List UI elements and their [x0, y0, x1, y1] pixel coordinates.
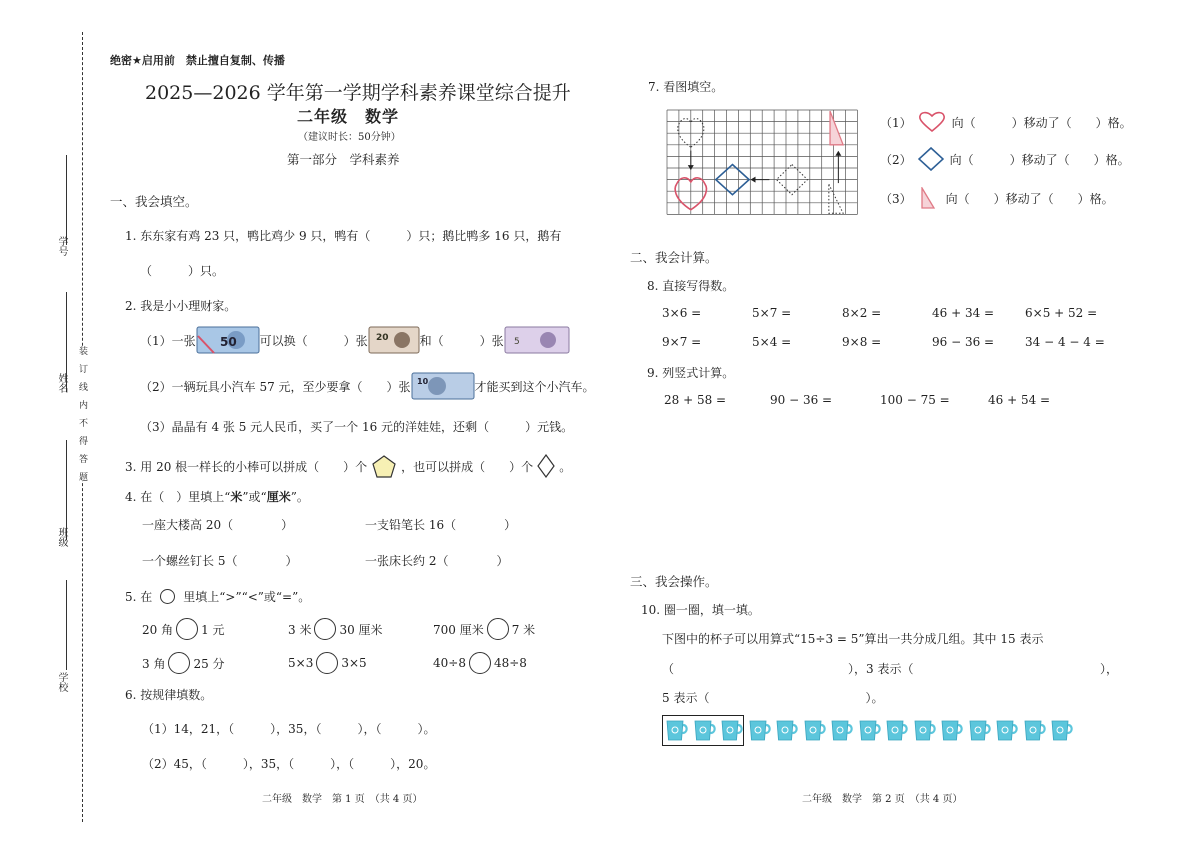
triangle-icon [920, 187, 936, 209]
q7-row-2-text: 向（ ）移动了（ ）格。 [949, 152, 1130, 167]
q8-item-6: 9×7 = [662, 335, 702, 349]
banknote-10-value: 10 [416, 377, 428, 386]
school-line [66, 580, 67, 670]
banknote-5-value: 5 [513, 337, 520, 347]
q7-row-1-text: 向（ ）移动了（ ）格。 [951, 115, 1132, 130]
rhombus-icon [537, 454, 555, 478]
q2-2-text-a: （2）一辆玩具小汽车 57 元，至少要拿（ ）张 [140, 379, 411, 394]
q5-item-1-left: 20 角 [142, 622, 174, 637]
q5-heading [125, 584, 310, 608]
q7-row-1 [880, 110, 1132, 134]
q5-item-4 [142, 650, 225, 676]
banknote-20-icon [368, 326, 420, 354]
heart-icon [918, 111, 946, 133]
q5-text-b: 里填上“>”“<”或“=”。 [183, 589, 311, 604]
q8-item-8: 9×8 = [842, 335, 882, 349]
cup-icon [693, 719, 718, 742]
q5-item-5-left: 5×3 [288, 656, 314, 670]
q5-item-2-right: 30 厘米 [339, 622, 383, 637]
q8-item-4: 46 + 34 = [932, 306, 995, 320]
q9-item-3: 100 − 75 = [880, 393, 950, 407]
q4-text-c: ”或“ [242, 490, 267, 504]
cup-icon [665, 719, 690, 742]
q3-text-a: 3. 用 20 根一样长的小棒可以拼成（ ）个 [125, 459, 368, 474]
q5-item-5 [288, 650, 367, 676]
cup-icon [775, 719, 800, 742]
q8-item-10: 34 − 4 − 4 = [1025, 335, 1105, 349]
q9-heading: 9. 列竖式计算。 [647, 366, 735, 380]
q8-item-2: 5×7 = [752, 306, 792, 320]
q2-2-text-b: 才能买到这个小汽车。 [474, 379, 595, 394]
q2-3-text: （3）晶晶有 4 张 5 元人民币，买了一个 16 元的洋娃娃，还剩（ ）元钱。 [140, 420, 574, 434]
q10-paren-open: （ [662, 662, 675, 676]
q1-line-1: 1. 东东家有鸡 23 只，鸭比鸡少 9 只，鸭有（ ）只；鹅比鸭多 16 只，鹅有 [125, 229, 562, 243]
q5-circle-1[interactable] [176, 618, 198, 640]
diamond-icon [918, 147, 944, 171]
q1-line-2: （ ）只。 [140, 264, 225, 278]
q2-1-row [140, 325, 570, 355]
q10-line-2-mid: ），3 表示（ [848, 662, 914, 676]
q4-unit-m: 米 [230, 490, 243, 504]
q2-heading: 2. 我是小小理财家。 [125, 299, 237, 313]
q5-item-2-left: 3 米 [288, 622, 312, 637]
q9-item-4: 46 + 54 = [988, 393, 1051, 407]
q5-item-6-left: 40÷8 [433, 656, 466, 670]
q5-item-5-right: 3×5 [341, 656, 367, 670]
q3-row [125, 453, 571, 479]
school-label: 学校 [56, 672, 67, 692]
section-2-heading: 二、我会计算。 [630, 250, 718, 265]
triangle-moved [830, 111, 843, 145]
q2-1-text-a: （1）一张 [140, 333, 196, 348]
q10-line-3: 5 表示（ ）。 [662, 691, 884, 705]
q5-item-1 [142, 616, 225, 642]
q2-1-text-c: 和（ ）张 [419, 333, 504, 348]
left-page-footer: 二年级 数学 第 1 页 （共 4 页） [262, 794, 423, 805]
q8-heading: 8. 直接写得数。 [647, 279, 735, 293]
name-label: 姓名 [56, 373, 67, 393]
q10-line-2-end: ）， [1100, 662, 1119, 676]
q3-text-b: ，也可以拼成（ ）个 [401, 459, 534, 474]
exam-title: 2025—2026 学年第一学期学科素养课堂综合提升 [145, 82, 571, 104]
cup-icon [803, 719, 828, 742]
right-page-footer: 二年级 数学 第 2 页 （共 4 页） [802, 794, 963, 805]
grade-subject: 二年级 数学 [297, 107, 400, 126]
q5-item-6-right: 48÷8 [493, 656, 527, 670]
seal-text: 装 订 线 内 不 得 答 题 [77, 346, 87, 481]
banknote-20-value: 20 [375, 333, 389, 343]
q7-heading: 7. 看图填空。 [648, 80, 724, 94]
q7-row-2 [880, 147, 1130, 171]
cup-icon [968, 719, 993, 742]
cup-icon [1050, 719, 1075, 742]
q10-line-1: 下图中的杯子可以用算式“15÷3 = 5”算出一共分成几组。其中 15 表示 [662, 632, 1044, 646]
id-label: 学号 [56, 236, 67, 256]
pentagon-icon [371, 454, 397, 479]
section-1-heading: 一、我会填空。 [110, 194, 198, 209]
q8-item-7: 5×4 = [752, 335, 792, 349]
banknote-10-icon [411, 372, 475, 400]
q7-row-1-num: （1） [880, 115, 912, 130]
q10-heading: 10. 圈一圈，填一填。 [641, 603, 760, 617]
q5-circle-6[interactable] [469, 652, 491, 674]
class-label: 班级 [56, 527, 67, 547]
q5-circle-3[interactable] [487, 618, 509, 640]
q5-circle-5[interactable] [316, 652, 338, 674]
q9-item-2: 90 − 36 = [770, 393, 833, 407]
cup-icon [913, 719, 938, 742]
q6-item-2: （2）45，（ ），35，（ ），（ ），20。 [142, 757, 436, 771]
cup-icon [748, 719, 773, 742]
q5-text-a: 5. 在 [125, 589, 153, 604]
part-heading: 第一部分 学科素养 [287, 152, 400, 167]
q4-item-4: 一张床长约 2（ ） [365, 554, 509, 568]
arrowhead-up [835, 151, 841, 156]
q5-item-3-right: 7 米 [511, 622, 536, 637]
q5-item-3-left: 700 厘米 [433, 622, 484, 637]
q5-item-4-left: 3 角 [142, 656, 166, 671]
cup-icon [885, 719, 910, 742]
time-note: （建议时长：50分钟） [298, 132, 401, 143]
q2-1-text-b: 可以换（ ）张 [259, 333, 368, 348]
q9-item-1: 28 + 58 = [664, 393, 727, 407]
q8-item-1: 3×6 = [662, 306, 702, 320]
q8-item-3: 8×2 = [842, 306, 882, 320]
section-3-heading: 三、我会操作。 [630, 574, 718, 589]
q7-row-3 [880, 186, 1114, 210]
q5-circle-4[interactable] [168, 652, 190, 674]
q4-item-3: 一个螺丝钉长 5（ ） [142, 554, 298, 568]
q5-item-6 [433, 650, 527, 676]
q7-row-3-text: 向（ ）移动了（ ）格。 [945, 191, 1114, 206]
q8-item-5: 6×5 + 52 = [1025, 306, 1098, 320]
cup-icon [995, 719, 1020, 742]
q4-unit-cm: 厘米 [266, 490, 291, 504]
q5-item-4-right: 25 分 [193, 656, 225, 671]
q4-text-e: ”。 [290, 490, 309, 504]
q5-item-1-right: 1 元 [201, 622, 225, 637]
cup-icon [940, 719, 965, 742]
cup-icon [830, 719, 855, 742]
arrowhead-left [750, 177, 755, 183]
cup-icon [720, 719, 745, 742]
banknote-50-icon [196, 326, 260, 354]
q3-text-c: 。 [559, 459, 572, 474]
q5-circle-2[interactable] [314, 618, 336, 640]
cup-row [665, 719, 1075, 742]
q5-item-3 [433, 616, 535, 642]
q7-grid-figure [666, 109, 858, 215]
id-line [66, 155, 67, 245]
q6-item-1: （1）14，21，（ ），35，（ ），（ ）。 [142, 722, 436, 736]
banknote-50-value: 50 [219, 335, 237, 349]
cup-icon [858, 719, 883, 742]
q5-item-2 [288, 616, 383, 642]
confidential-notice: 绝密★启用前 禁止擅自复制、传播 [110, 54, 285, 67]
q4-text-a: 4. 在（ ）里填上“ [125, 490, 231, 504]
q7-row-3-num: （3） [880, 191, 912, 206]
q4-item-2: 一支铅笔长 16（ ） [365, 518, 517, 532]
triangle-original [829, 184, 843, 213]
banknote-5-icon [504, 326, 570, 354]
q8-item-9: 96 − 36 = [932, 335, 995, 349]
q7-row-2-num: （2） [880, 152, 912, 167]
class-line [66, 440, 67, 540]
q6-heading: 6. 按规律填数。 [125, 688, 213, 702]
compare-circle-icon [160, 589, 175, 604]
cup-icon [1023, 719, 1048, 742]
q4-item-1: 一座大楼高 20（ ） [142, 518, 294, 532]
q2-2-row [140, 371, 595, 401]
q4-heading [125, 488, 309, 505]
